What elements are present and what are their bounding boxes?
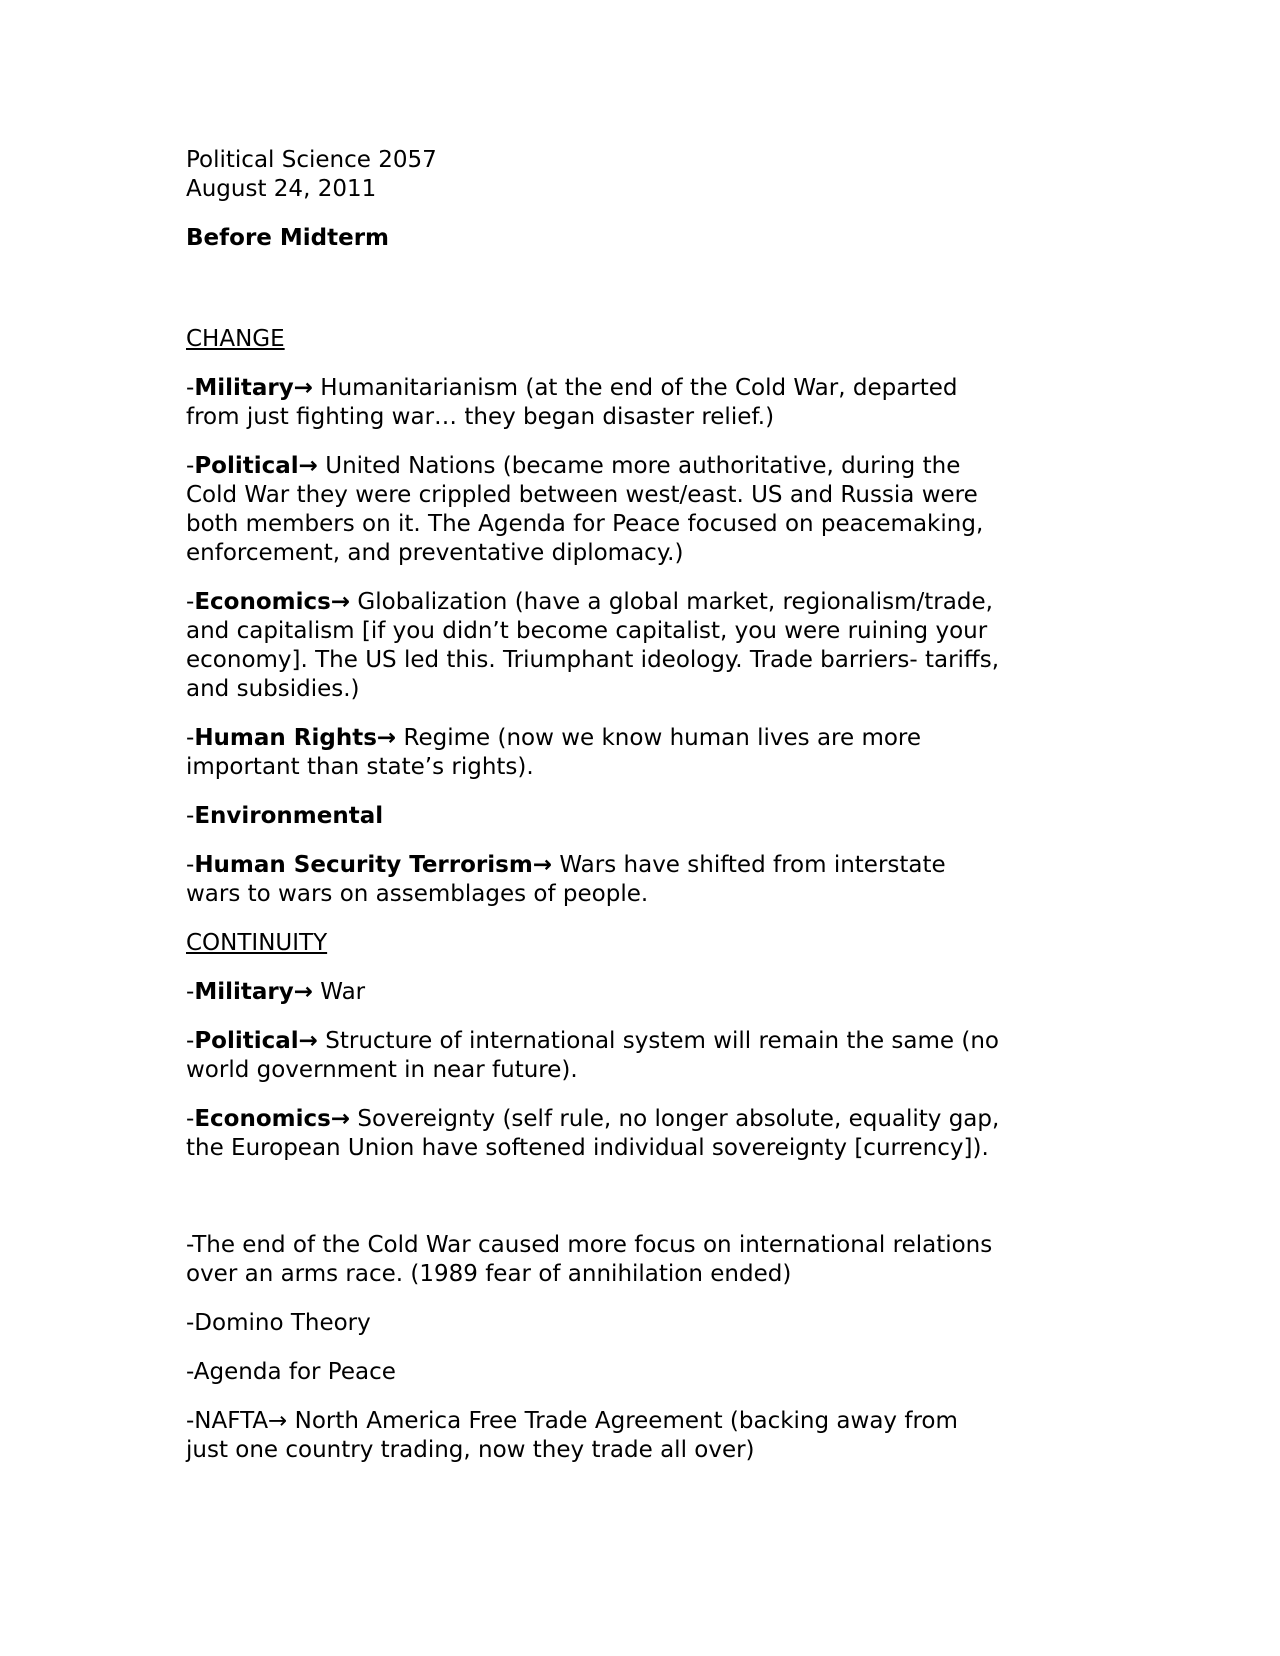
note-cold-war bbox=[186, 1231, 1086, 1289]
term: Political bbox=[194, 1028, 299, 1054]
page-heading: Before Midterm bbox=[186, 225, 390, 251]
term: Environmental bbox=[194, 803, 384, 829]
term: Economics bbox=[194, 1106, 331, 1132]
item-text: Regime (now we know human lives are more bbox=[396, 725, 922, 751]
arrow-icon: → bbox=[330, 589, 351, 615]
arrow-icon: → bbox=[298, 1028, 318, 1054]
item-text: Sovereignty (self rule, no longer absolute, equality gap, bbox=[350, 1106, 1000, 1132]
note-text: -Domino Theory bbox=[186, 1310, 371, 1336]
term: Military bbox=[194, 979, 294, 1005]
dash: - bbox=[186, 979, 195, 1005]
item-text: Structure of international system will remain the same (no bbox=[317, 1028, 999, 1054]
dash: - bbox=[186, 803, 195, 829]
change-item-military bbox=[186, 374, 1086, 432]
dash: - bbox=[186, 1106, 195, 1132]
arrow-icon: → bbox=[293, 375, 313, 401]
term: Human Rights bbox=[194, 725, 377, 751]
dash: - bbox=[186, 453, 195, 479]
note-text: just one country trading, now they trade all over) bbox=[186, 1437, 755, 1463]
document-header bbox=[186, 146, 1086, 204]
item-text: the European Union have softened individual sovereignty [currency]). bbox=[186, 1135, 989, 1161]
arrow-icon: → bbox=[532, 852, 553, 878]
dash: - bbox=[186, 1028, 195, 1054]
note-text: over an arms race. (1989 fear of annihilation ended) bbox=[186, 1261, 792, 1287]
document-date: August 24, 2011 bbox=[186, 176, 377, 202]
dash: - bbox=[186, 589, 195, 615]
arrow-icon: → bbox=[298, 453, 318, 479]
dash: - bbox=[186, 725, 195, 751]
change-item-environmental bbox=[186, 802, 1086, 831]
item-text: wars to wars on assemblages of people. bbox=[186, 881, 649, 907]
change-item-economics bbox=[186, 588, 1086, 704]
arrow-icon: → bbox=[376, 725, 397, 751]
note-domino-theory bbox=[186, 1309, 1086, 1338]
term: Military bbox=[194, 375, 294, 401]
item-text: United Nations (became more authoritative, during the bbox=[317, 453, 961, 479]
item-text: and subsidies.) bbox=[186, 676, 360, 702]
item-text: Humanitarianism (at the end of the Cold War, departed bbox=[312, 375, 958, 401]
item-text: world government in near future). bbox=[186, 1057, 578, 1083]
term: Political bbox=[194, 453, 299, 479]
item-text: Wars have shifted from interstate bbox=[552, 852, 946, 878]
item-text: Globalization (have a global market, regionalism/trade, bbox=[350, 589, 993, 615]
continuity-item-military bbox=[186, 978, 1086, 1007]
note-text: -Agenda for Peace bbox=[186, 1359, 396, 1385]
section-label-continuity: CONTINUITY bbox=[186, 930, 328, 956]
note-nafta bbox=[186, 1407, 1086, 1465]
term: Economics bbox=[194, 589, 331, 615]
item-text: War bbox=[312, 979, 366, 1005]
change-item-human-rights bbox=[186, 724, 1086, 782]
section-label-change: CHANGE bbox=[186, 326, 285, 352]
note-text: -NAFTA→ North America Free Trade Agreement (backing away from bbox=[186, 1408, 958, 1434]
item-text: enforcement, and preventative diplomacy.) bbox=[186, 540, 684, 566]
note-agenda-for-peace bbox=[186, 1358, 1086, 1387]
dash: - bbox=[186, 852, 195, 878]
document-page bbox=[186, 146, 1086, 1485]
arrow-icon: → bbox=[293, 979, 313, 1005]
item-text: from just fighting war… they began disaster relief.) bbox=[186, 404, 775, 430]
course-title: Political Science 2057 bbox=[186, 147, 437, 173]
item-text: important than state’s rights). bbox=[186, 754, 534, 780]
note-text: -The end of the Cold War caused more focus on international relations bbox=[186, 1232, 993, 1258]
spacer bbox=[186, 1183, 1086, 1231]
change-item-political bbox=[186, 452, 1086, 568]
spacer bbox=[186, 253, 1086, 325]
item-text: economy]. The US led this. Triumphant ideology. Trade barriers- tariffs, bbox=[186, 647, 1000, 673]
continuity-item-economics bbox=[186, 1105, 1086, 1163]
continuity-item-political bbox=[186, 1027, 1086, 1085]
item-text: and capitalism [if you didn’t become capitalist, you were ruining your bbox=[186, 618, 988, 644]
change-item-human-security bbox=[186, 851, 1086, 909]
item-text: Cold War they were crippled between west/east. US and Russia were bbox=[186, 482, 978, 508]
item-text: both members on it. The Agenda for Peace focused on peacemaking, bbox=[186, 511, 984, 537]
arrow-icon: → bbox=[330, 1106, 351, 1132]
term: Human Security Terrorism bbox=[194, 852, 533, 878]
dash: - bbox=[186, 375, 195, 401]
